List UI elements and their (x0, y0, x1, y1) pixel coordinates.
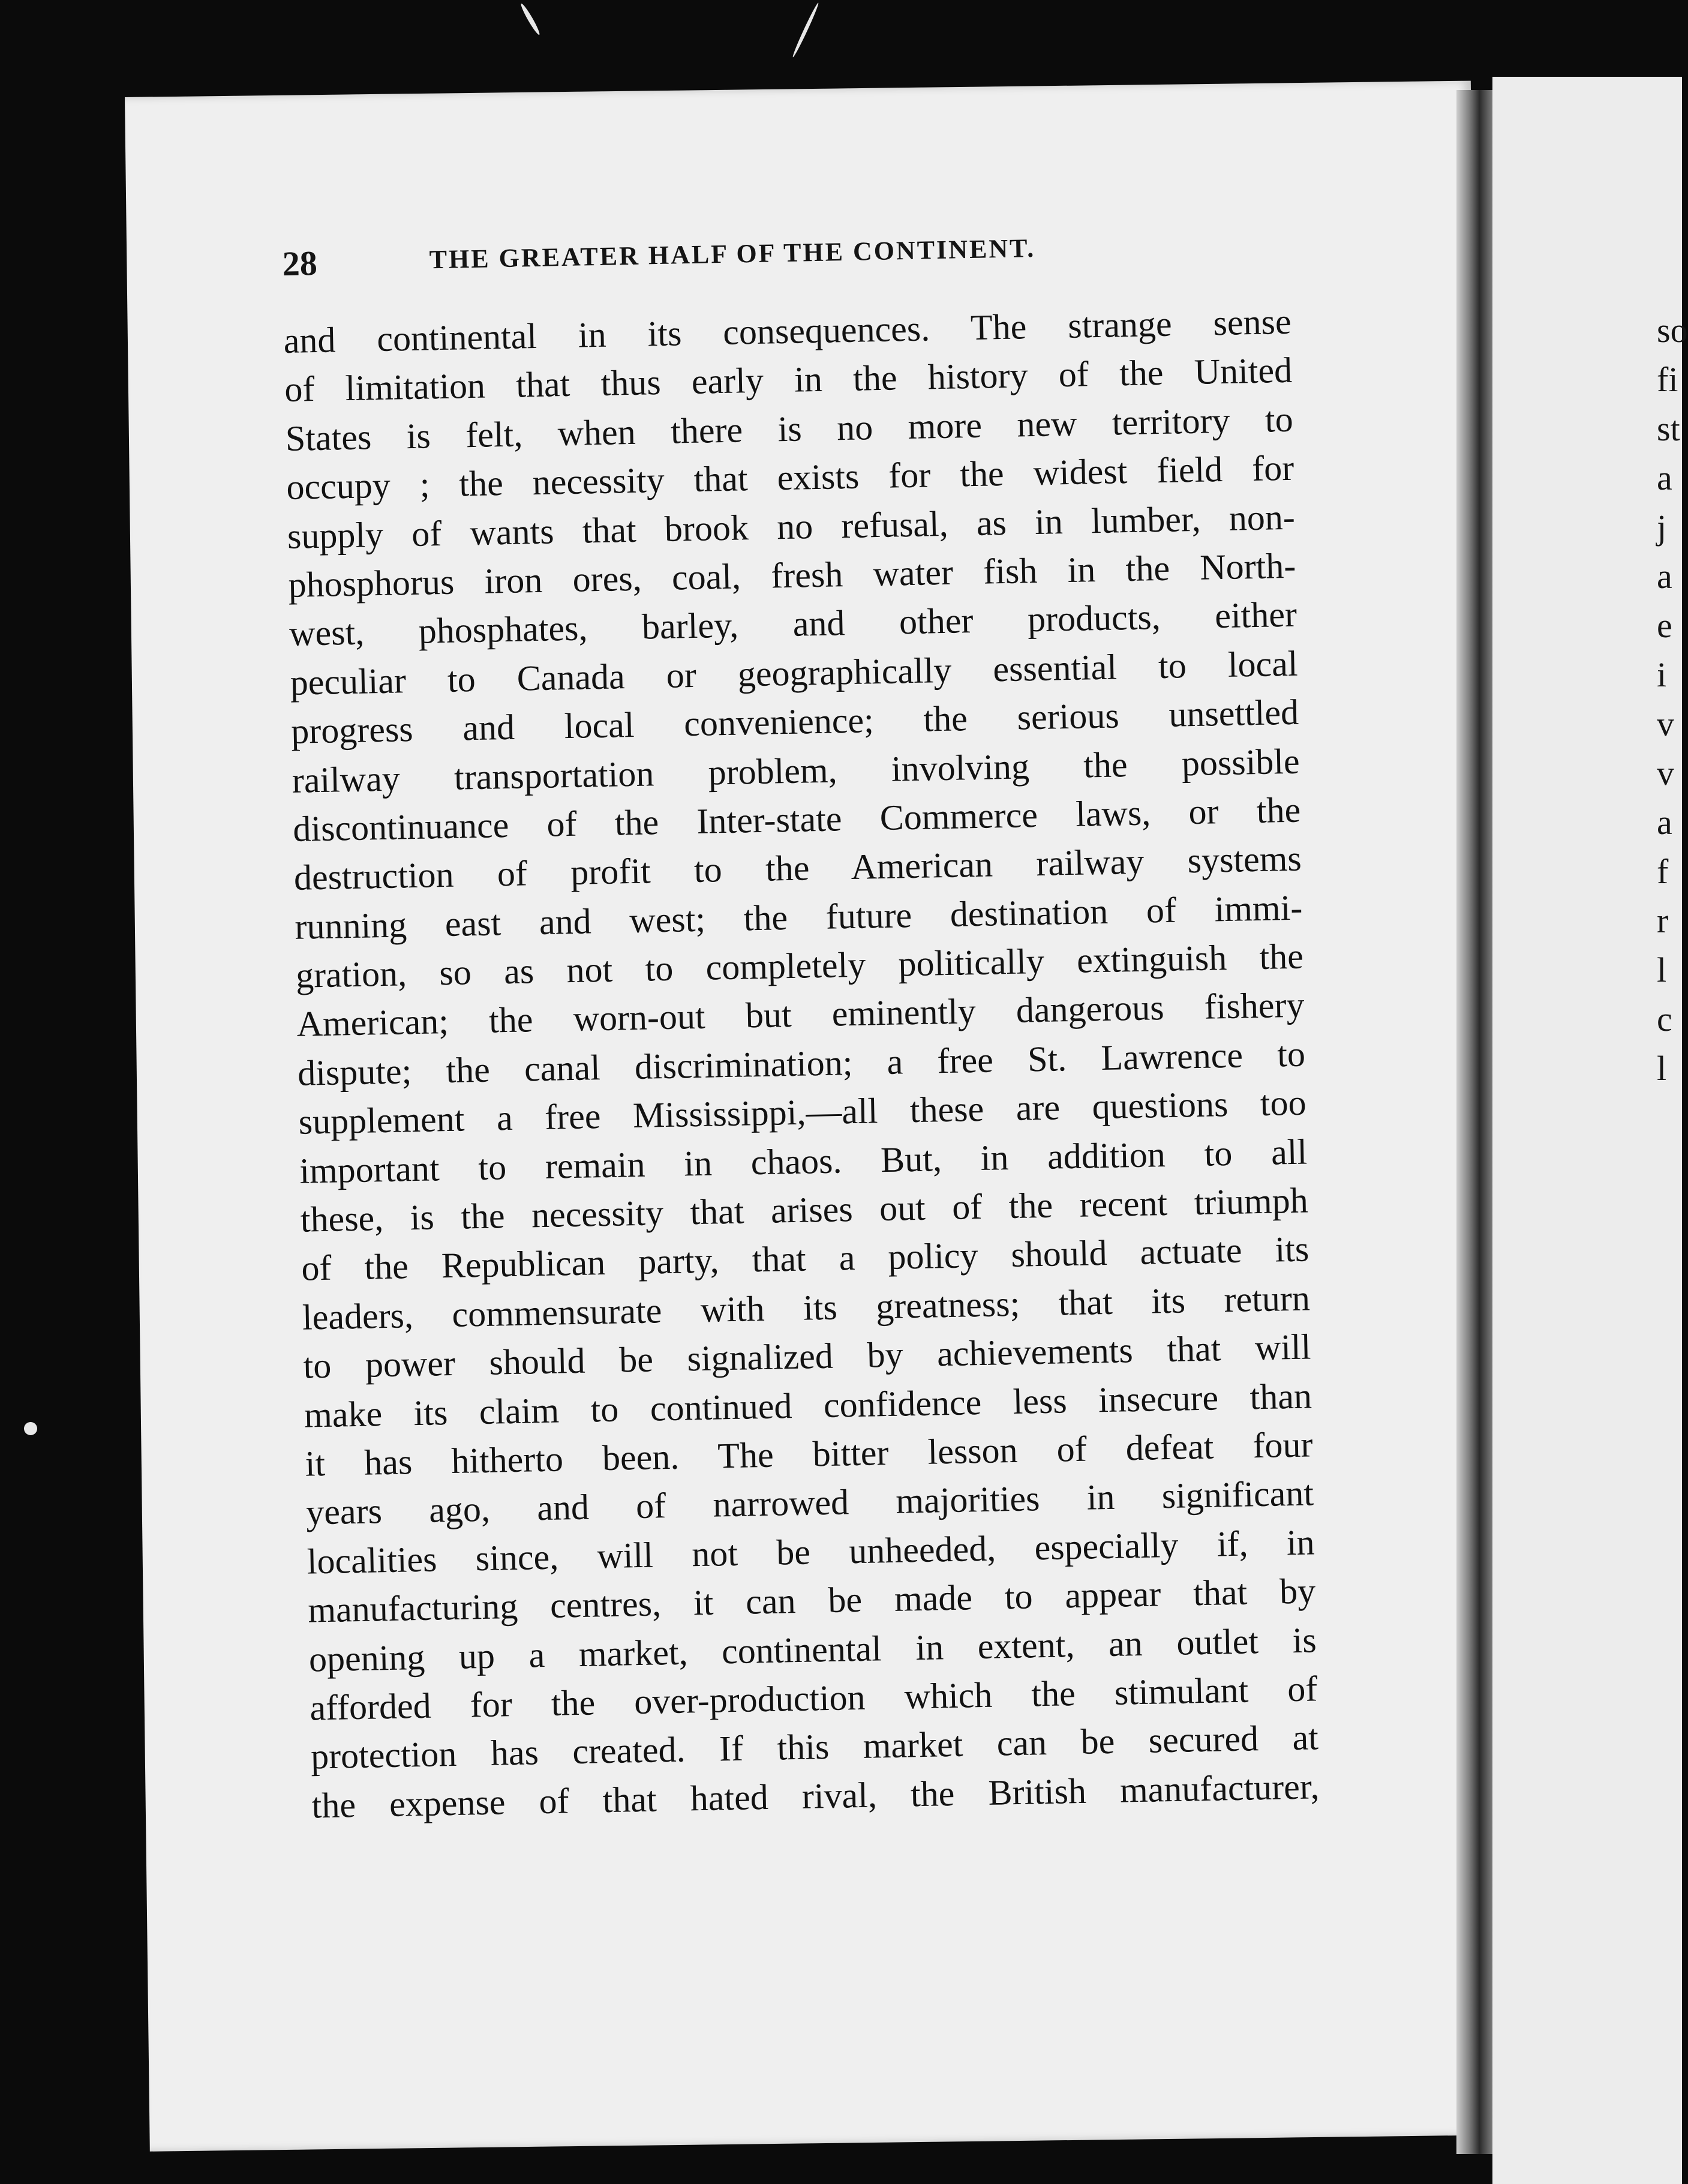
fragment-text: l (1657, 950, 1667, 989)
text-line: States is felt, when there is no more new territory to (285, 399, 1294, 458)
text-line: dispute; the canal discrimination; a free St. Lawrence to (297, 1034, 1306, 1093)
text-line: of limitation that thus early in the history of the United (284, 350, 1293, 410)
fragment-text: i (1657, 655, 1667, 694)
fragment-text: v (1657, 704, 1674, 743)
text-line: and continental in its consequences. The strange sense (283, 301, 1292, 361)
text-line: the expense of that hated rival, the British manufacturer, (311, 1766, 1320, 1826)
text-line: localities since, will not be unheeded, especially if, in (307, 1522, 1315, 1582)
fragment-text: c (1657, 1000, 1672, 1039)
fragment-text: st (1657, 409, 1680, 448)
right-page-fragments (1657, 306, 1688, 1093)
text-line: occupy ; the necessity that exists for the widest field for (286, 448, 1294, 508)
text-line: these, is the necessity that arises out of the recent triumph (300, 1180, 1309, 1240)
text-line: protection has created. If this market can be secured at (310, 1717, 1319, 1777)
text-line: American; the worn-out but eminently dangerous fishery (296, 985, 1305, 1045)
text-line: destruction of profit to the American railway systems (293, 838, 1302, 898)
text-line: discontinuance of the Inter-state Commerce laws, or the (292, 790, 1301, 849)
text-line: years ago, and of narrowed majorities in significant (305, 1473, 1314, 1533)
text-line: running east and west; the future destination of immi- (294, 887, 1303, 947)
fragment-text: fi (1657, 360, 1678, 399)
dust-speck (791, 2, 820, 58)
text-line: progress and local convenience; the serious unsettled (290, 692, 1299, 751)
right-page (1492, 77, 1688, 2184)
text-line: west, phosphates, barley, and other products, either (289, 595, 1297, 654)
dust-speck (24, 1422, 37, 1435)
fragment-text: l (1657, 1049, 1667, 1088)
fragment-text: v (1657, 754, 1674, 793)
fragment-text: r (1657, 901, 1669, 940)
text-line: supply of wants that brook no refusal, as in lumber, non- (287, 497, 1296, 556)
text-line: it has hitherto been. The bitter lesson of defeat four (305, 1424, 1314, 1484)
text-line: make its claim to continued confidence less insecure than (304, 1376, 1312, 1435)
text-line: phosphorus iron ores, coal, fresh water fish in the North- (287, 545, 1296, 605)
fragment-text: j (1657, 508, 1667, 547)
text-line: leaders, commensurate with its greatness; that its return (302, 1278, 1311, 1337)
fragment-text: f (1657, 852, 1669, 891)
page-number: 28 (282, 243, 318, 283)
text-line: manufacturing centres, it can be made to appear that by (307, 1571, 1316, 1630)
text-line: opening up a market, continental in extent, an outlet is (308, 1619, 1317, 1679)
text-line: important to remain in chaos. But, in addition to all (299, 1132, 1308, 1191)
body-text (283, 298, 1320, 1831)
text-line: peculiar to Canada or geographically essential to local (290, 643, 1299, 703)
running-head: THE GREATER HALF OF THE CONTINENT. (429, 233, 1036, 275)
book-gutter (1456, 90, 1495, 2154)
fragment-text: e (1657, 606, 1672, 645)
text-line: to power should be signalized by achievements that will (302, 1327, 1311, 1386)
text-line: afforded for the over-production which the stimulant of (309, 1669, 1318, 1728)
text-line: railway transportation problem, involving the possible (292, 741, 1300, 800)
fragment-text: a (1657, 803, 1672, 842)
fragment-text: so (1657, 311, 1688, 350)
text-line: gration, so as not to completely politically extinguish the (295, 936, 1304, 995)
text-line: supplement a free Mississippi,—all these are questions too (298, 1082, 1307, 1142)
fragment-text: a (1657, 557, 1672, 596)
text-line: of the Republican party, that a policy should actuate its (301, 1229, 1309, 1289)
dust-speck (519, 2, 542, 36)
fragment-text: a (1657, 458, 1672, 497)
